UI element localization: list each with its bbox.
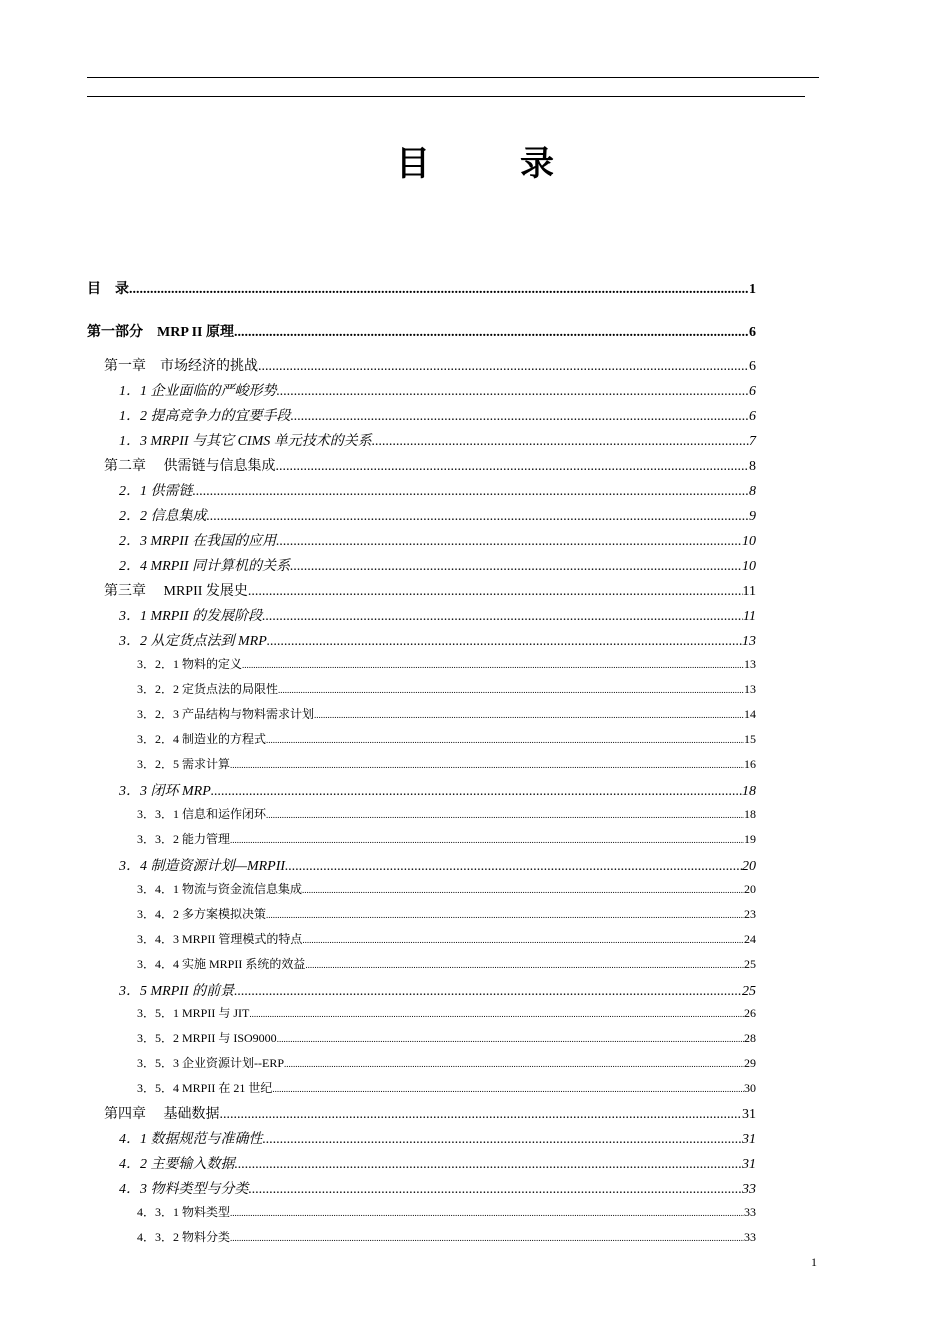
- toc-entry-title: 1．1 企业面临的严峻形势: [119, 384, 277, 399]
- toc-entry-page: 20: [744, 882, 756, 896]
- toc-entry-title: 3．2．3 产品结构与物料需求计划: [137, 707, 315, 721]
- toc-leader-dots: [302, 932, 744, 947]
- toc-entry[interactable]: [87, 455, 756, 475]
- toc-entry-page: 24: [744, 932, 756, 946]
- toc-leader-dots: [305, 957, 744, 972]
- toc-entry[interactable]: [87, 1178, 756, 1198]
- toc-leader-dots: [207, 509, 750, 525]
- page-title: 目 录: [396, 146, 582, 183]
- toc-leader-dots: [267, 634, 742, 650]
- toc-entry-page: 25: [744, 957, 756, 971]
- toc-entry-title: 3．3．2 能力管理: [137, 832, 231, 846]
- toc-entry-page: 11: [743, 609, 756, 624]
- toc-entry-page: 10: [742, 559, 756, 574]
- toc-leader-dots: [230, 832, 744, 847]
- toc-entry[interactable]: [87, 830, 756, 847]
- toc-leader-dots: [291, 409, 750, 425]
- toc-entry[interactable]: [87, 1153, 756, 1173]
- toc-leader-dots: [278, 682, 744, 697]
- toc-leader-dots: [276, 459, 750, 475]
- toc-entry[interactable]: [87, 1029, 756, 1046]
- toc-entry-title: 3．4．1 物流与资金流信息集成: [137, 882, 303, 896]
- toc-entry[interactable]: [87, 1203, 756, 1220]
- toc-entry-title: 1．2 提高竞争力的宜要手段: [119, 409, 291, 424]
- toc-leader-dots: [230, 757, 744, 772]
- toc-entry-page: 18: [742, 784, 756, 799]
- toc-entry[interactable]: [87, 1228, 756, 1245]
- toc-leader-dots: [235, 1157, 743, 1173]
- toc-entry[interactable]: [87, 580, 756, 600]
- toc-entry[interactable]: [87, 805, 756, 822]
- toc-entry[interactable]: [87, 430, 756, 450]
- toc-entry-title: 3．2．4 制造业的方程式: [137, 732, 267, 746]
- toc-entry-title: 3．3 闭环 MRP: [119, 784, 211, 799]
- toc-entry-page: 1: [749, 282, 756, 297]
- header-rule-bottom: [87, 96, 805, 97]
- toc-leader-dots: [258, 359, 749, 375]
- toc-entry[interactable]: [87, 680, 756, 697]
- toc-entry-title: 第一章 市场经济的挑战: [104, 359, 258, 374]
- toc-entry-title: 3．5．2 MRPII 与 ISO9000: [137, 1031, 277, 1045]
- toc-leader-dots: [266, 907, 744, 922]
- toc-entry[interactable]: [87, 1103, 756, 1123]
- toc-entry-page: 31: [742, 1107, 756, 1122]
- toc-entry-title: 目 录: [87, 282, 129, 297]
- toc-entry[interactable]: [87, 930, 756, 947]
- toc-entry[interactable]: [87, 530, 756, 550]
- toc-entry-title: 2．1 供需链: [119, 484, 193, 499]
- toc-entry-title: 3．5．3 企业资源计划--ERP: [137, 1056, 285, 1070]
- toc-leader-dots: [248, 584, 743, 600]
- toc-leader-dots: [242, 657, 744, 672]
- toc-entry-title: 1．3 MRPII 与其它 CIMS 单元技术的关系: [119, 434, 372, 449]
- toc-leader-dots: [230, 1230, 744, 1245]
- toc-entry-title: 4．1 数据规范与准确性: [119, 1132, 263, 1147]
- toc-entry-title: 2．3 MRPII 在我国的应用: [119, 534, 277, 549]
- toc-entry[interactable]: [87, 278, 756, 298]
- toc-leader-dots: [220, 1107, 743, 1123]
- toc-entry-page: 13: [744, 657, 756, 671]
- toc-entry-page: 33: [742, 1182, 756, 1197]
- toc-entry[interactable]: [87, 380, 756, 400]
- toc-entry-title: 3．5．1 MRPII 与 JIT: [137, 1006, 250, 1020]
- toc-entry-page: 26: [744, 1006, 756, 1020]
- toc-entry[interactable]: [87, 505, 756, 525]
- toc-entry[interactable]: [87, 980, 756, 1000]
- toc-entry[interactable]: [87, 630, 756, 650]
- toc-entry-title: 3．4．4 实施 MRPII 系统的效益: [137, 957, 306, 971]
- toc-entry-page: 16: [744, 757, 756, 771]
- toc-leader-dots: [284, 1056, 744, 1071]
- toc-entry[interactable]: [87, 705, 756, 722]
- toc-leader-dots: [249, 1006, 744, 1021]
- toc-entry[interactable]: [87, 405, 756, 425]
- toc-entry-title: 3．1 MRPII 的发展阶段: [119, 609, 263, 624]
- toc-entry[interactable]: [87, 480, 756, 500]
- toc-entry-page: 8: [749, 484, 756, 499]
- toc-entry-title: 2．2 信息集成: [119, 509, 207, 524]
- toc-entry-title: 3．4 制造资源计划—MRPII: [119, 859, 286, 874]
- toc-leader-dots: [266, 732, 744, 747]
- toc-entry-page: 11: [742, 584, 756, 599]
- toc-entry[interactable]: [87, 730, 756, 747]
- toc-entry[interactable]: [87, 1004, 756, 1021]
- toc-entry-title: 4．3 物料类型与分类: [119, 1182, 249, 1197]
- toc-entry-title: 4．3．2 物料分类: [137, 1230, 231, 1244]
- toc-leader-dots: [290, 559, 742, 575]
- toc-leader-dots: [262, 609, 743, 625]
- toc-leader-dots: [263, 1132, 743, 1148]
- toc-entry-title: 第四章 基础数据: [104, 1107, 220, 1122]
- toc-entry-page: 6: [749, 384, 756, 399]
- toc-entry[interactable]: [87, 905, 756, 922]
- toc-entry[interactable]: [87, 755, 756, 772]
- toc-leader-dots: [272, 1081, 744, 1096]
- toc-entry-page: 9: [749, 509, 756, 524]
- toc-entry-page: 31: [742, 1132, 756, 1147]
- toc-entry[interactable]: [87, 1054, 756, 1071]
- toc-entry-title: 4．3．1 物料类型: [137, 1205, 231, 1219]
- toc-entry-page: 25: [742, 984, 756, 999]
- toc-entry-page: 28: [744, 1031, 756, 1045]
- toc-entry[interactable]: [87, 1079, 756, 1096]
- toc-entry-page: 7: [749, 434, 756, 449]
- toc-entry-title: 3．5．4 MRPII 在 21 世纪: [137, 1081, 273, 1095]
- toc-entry-page: 6: [749, 325, 756, 340]
- toc-entry[interactable]: [87, 555, 756, 575]
- toc-entry-page: 10: [742, 534, 756, 549]
- toc-entry-title: 第二章 供需链与信息集成: [104, 459, 276, 474]
- footer-page-number: 1: [811, 1255, 817, 1269]
- toc-entry-page: 15: [744, 732, 756, 746]
- toc-leader-dots: [211, 784, 742, 800]
- toc-leader-dots: [129, 282, 749, 298]
- toc-entry-page: 6: [749, 359, 756, 374]
- toc-entry-title: 3．5 MRPII 的前景: [119, 984, 235, 999]
- toc-entry-page: 6: [749, 409, 756, 424]
- toc-entry-title: 第三章 MRPII 发展史: [104, 584, 248, 599]
- toc-entry-page: 30: [744, 1081, 756, 1095]
- toc-entry-page: 18: [744, 807, 756, 821]
- toc-entry[interactable]: [87, 655, 756, 672]
- toc-leader-dots: [266, 807, 744, 822]
- toc-leader-dots: [276, 534, 742, 550]
- toc-entry[interactable]: [87, 880, 756, 897]
- toc-entry[interactable]: [87, 855, 756, 875]
- toc-entry-title: 3．4．2 多方案模拟决策: [137, 907, 267, 921]
- toc-leader-dots: [285, 859, 742, 875]
- toc-entry[interactable]: [87, 355, 756, 375]
- toc-entry-title: 3．2．1 物料的定义: [137, 657, 243, 671]
- toc-entry[interactable]: [87, 955, 756, 972]
- toc-entry-page: 29: [744, 1056, 756, 1070]
- toc-entry-title: 3．2．5 需求计算: [137, 757, 231, 771]
- toc-entry-title: 4．2 主要输入数据: [119, 1157, 235, 1172]
- toc-entry-title: 2．4 MRPII 同计算机的关系: [119, 559, 291, 574]
- toc-entry-title: 3．4．3 MRPII 管理模式的特点: [137, 932, 303, 946]
- toc-entry-page: 33: [744, 1205, 756, 1219]
- toc-entry[interactable]: [87, 321, 756, 341]
- toc-leader-dots: [302, 882, 744, 897]
- toc-entry-title: 3．3．1 信息和运作闭环: [137, 807, 267, 821]
- toc-entry[interactable]: [87, 605, 756, 625]
- toc-leader-dots: [249, 1182, 743, 1198]
- header-rule-top: [87, 77, 819, 78]
- toc-leader-dots: [277, 1031, 744, 1046]
- toc-entry-page: 33: [744, 1230, 756, 1244]
- toc-entry-page: 8: [749, 459, 756, 474]
- toc-leader-dots: [230, 1205, 744, 1220]
- toc-leader-dots: [277, 384, 750, 400]
- toc-entry-page: 14: [744, 707, 756, 721]
- toc-leader-dots: [193, 484, 750, 500]
- toc-entry-page: 13: [744, 682, 756, 696]
- toc-entry-title: 3．2．2 定货点法的局限性: [137, 682, 279, 696]
- toc-entry-title: 3．2 从定货点法到 MRP: [119, 634, 267, 649]
- toc-entry-page: 19: [744, 832, 756, 846]
- toc-entry[interactable]: [87, 780, 756, 800]
- toc-entry-page: 31: [742, 1157, 756, 1172]
- toc-entry-page: 20: [742, 859, 756, 874]
- toc-entry-title: 第一部分 MRP II 原理: [87, 325, 234, 340]
- toc-leader-dots: [234, 325, 749, 341]
- toc-leader-dots: [314, 707, 744, 722]
- toc-entry-page: 23: [744, 907, 756, 921]
- toc-leader-dots: [234, 984, 742, 1000]
- toc-leader-dots: [372, 434, 749, 450]
- toc-entry[interactable]: [87, 1128, 756, 1148]
- toc-entry-page: 13: [742, 634, 756, 649]
